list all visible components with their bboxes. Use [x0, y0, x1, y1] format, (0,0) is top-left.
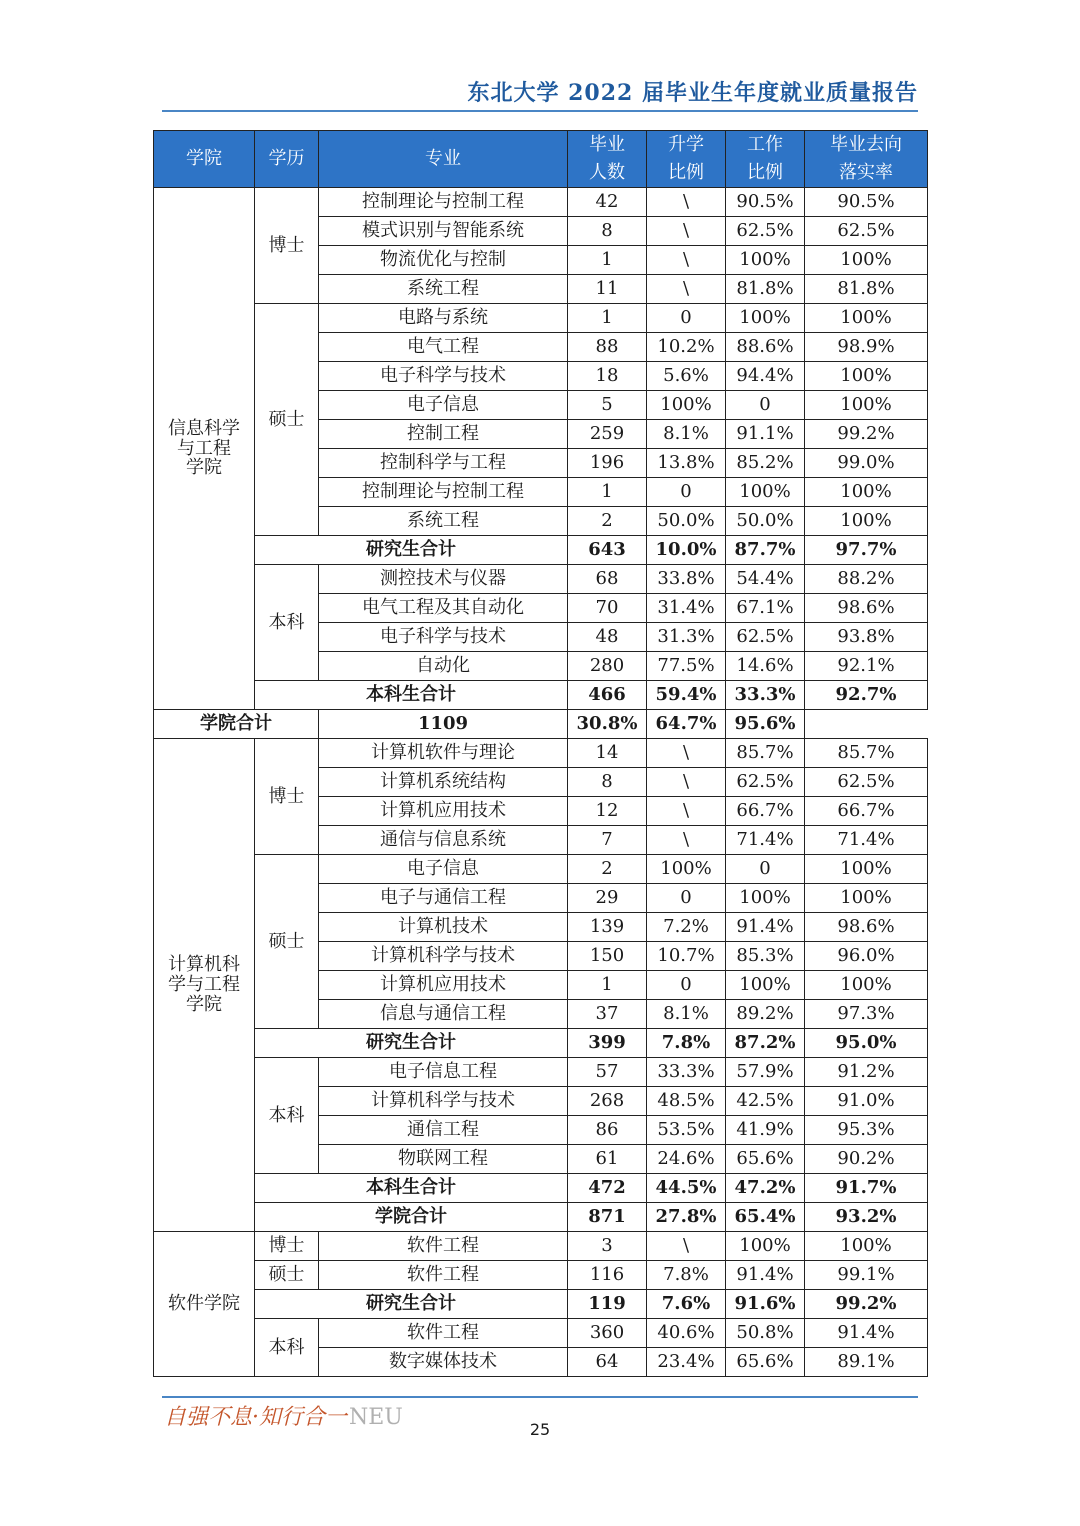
major-cell: 自动化: [319, 652, 568, 681]
further-study-cell: \: [647, 246, 726, 275]
major-cell: 软件工程: [319, 1232, 568, 1261]
further-study-cell: 48.5%: [647, 1087, 726, 1116]
work-cell: 62.5%: [726, 217, 805, 246]
count-cell: 8: [568, 217, 647, 246]
col-header-degree: 学历: [255, 131, 319, 188]
further-study-cell: \: [647, 768, 726, 797]
subtotal-row: [154, 710, 928, 739]
degree-cell: 硕士: [255, 1261, 319, 1290]
placement-rate-cell: 99.2%: [805, 420, 928, 449]
placement-rate-cell: 90.5%: [805, 188, 928, 217]
placement-rate-cell: 90.2%: [805, 1145, 928, 1174]
major-cell: 系统工程: [319, 275, 568, 304]
neu-logo-text: NEU: [349, 1405, 403, 1430]
college-cell: 软件学院: [154, 1232, 255, 1377]
work-cell: 0: [726, 391, 805, 420]
table-row: [154, 1058, 928, 1087]
table-row: [154, 304, 928, 333]
further-study-cell: 24.6%: [647, 1145, 726, 1174]
placement-rate-cell: 100%: [805, 1232, 928, 1261]
subtotal-label: 研究生合计: [255, 1029, 568, 1058]
major-cell: 计算机科学与技术: [319, 942, 568, 971]
major-cell: 软件工程: [319, 1261, 568, 1290]
count-cell: 139: [568, 913, 647, 942]
major-cell: 电子信息: [319, 391, 568, 420]
subtotal-label: 学院合计: [255, 1203, 568, 1232]
further-study-cell: 100%: [647, 391, 726, 420]
work-cell: 54.4%: [726, 565, 805, 594]
subtotal-label: 学院合计: [154, 710, 319, 739]
placement-rate-cell: 100%: [805, 362, 928, 391]
degree-cell: 硕士: [255, 304, 319, 536]
major-cell: 电子信息工程: [319, 1058, 568, 1087]
work-cell: 91.6%: [726, 1290, 805, 1319]
placement-rate-cell: 91.7%: [805, 1174, 928, 1203]
count-cell: 119: [568, 1290, 647, 1319]
work-cell: 47.2%: [726, 1174, 805, 1203]
placement-rate-cell: 88.2%: [805, 565, 928, 594]
placement-rate-cell: 100%: [805, 971, 928, 1000]
count-cell: 259: [568, 420, 647, 449]
major-cell: 通信与信息系统: [319, 826, 568, 855]
table-row: [154, 1261, 928, 1290]
placement-rate-cell: 98.9%: [805, 333, 928, 362]
subtotal-label: 本科生合计: [255, 1174, 568, 1203]
work-cell: 100%: [726, 246, 805, 275]
subtotal-row: [154, 681, 928, 710]
further-study-cell: 7.8%: [647, 1261, 726, 1290]
placement-rate-cell: 62.5%: [805, 768, 928, 797]
count-cell: 7: [568, 826, 647, 855]
further-study-cell: 30.8%: [568, 710, 647, 739]
major-cell: 计算机科学与技术: [319, 1087, 568, 1116]
table-row: [154, 1232, 928, 1261]
further-study-cell: 53.5%: [647, 1116, 726, 1145]
work-cell: 87.7%: [726, 536, 805, 565]
degree-cell: 硕士: [255, 855, 319, 1029]
count-cell: 3: [568, 1232, 647, 1261]
subtotal-row: [154, 1290, 928, 1319]
count-cell: 116: [568, 1261, 647, 1290]
count-cell: 268: [568, 1087, 647, 1116]
placement-rate-cell: 81.8%: [805, 275, 928, 304]
placement-rate-cell: 91.4%: [805, 1319, 928, 1348]
work-cell: 88.6%: [726, 333, 805, 362]
count-cell: 1: [568, 971, 647, 1000]
footer-divider: [162, 1396, 918, 1398]
work-cell: 100%: [726, 884, 805, 913]
work-cell: 89.2%: [726, 1000, 805, 1029]
placement-rate-cell: 95.0%: [805, 1029, 928, 1058]
placement-rate-cell: 99.1%: [805, 1261, 928, 1290]
count-cell: 70: [568, 594, 647, 623]
placement-rate-cell: 97.7%: [805, 536, 928, 565]
major-cell: 测控技术与仪器: [319, 565, 568, 594]
further-study-cell: \: [647, 739, 726, 768]
count-cell: 18: [568, 362, 647, 391]
count-cell: 196: [568, 449, 647, 478]
subtotal-label: 研究生合计: [255, 536, 568, 565]
count-cell: 88: [568, 333, 647, 362]
placement-rate-cell: 62.5%: [805, 217, 928, 246]
work-cell: 67.1%: [726, 594, 805, 623]
major-cell: 电子信息: [319, 855, 568, 884]
major-cell: 计算机系统结构: [319, 768, 568, 797]
work-cell: 14.6%: [726, 652, 805, 681]
placement-rate-cell: 66.7%: [805, 797, 928, 826]
further-study-cell: 10.2%: [647, 333, 726, 362]
count-cell: 42: [568, 188, 647, 217]
further-study-cell: \: [647, 275, 726, 304]
college-cell: 信息科学 与工程 学院: [154, 188, 255, 710]
table-row: [154, 188, 928, 217]
placement-rate-cell: 96.0%: [805, 942, 928, 971]
further-study-cell: 0: [647, 478, 726, 507]
work-cell: 66.7%: [726, 797, 805, 826]
major-cell: 物流优化与控制: [319, 246, 568, 275]
major-cell: 控制工程: [319, 420, 568, 449]
further-study-cell: 5.6%: [647, 362, 726, 391]
major-cell: 信息与通信工程: [319, 1000, 568, 1029]
work-cell: 33.3%: [726, 681, 805, 710]
further-study-cell: 7.6%: [647, 1290, 726, 1319]
further-study-cell: 100%: [647, 855, 726, 884]
work-cell: 91.1%: [726, 420, 805, 449]
work-cell: 71.4%: [726, 826, 805, 855]
work-cell: 81.8%: [726, 275, 805, 304]
header-divider: [162, 110, 918, 112]
work-cell: 94.4%: [726, 362, 805, 391]
table-body: [154, 188, 928, 1377]
col-header-further-study: 升学 比例: [647, 131, 726, 188]
count-cell: 466: [568, 681, 647, 710]
placement-rate-cell: 100%: [805, 478, 928, 507]
col-header-work: 工作 比例: [726, 131, 805, 188]
count-cell: 29: [568, 884, 647, 913]
major-cell: 控制科学与工程: [319, 449, 568, 478]
further-study-cell: 44.5%: [647, 1174, 726, 1203]
placement-rate-cell: 92.1%: [805, 652, 928, 681]
degree-cell: 本科: [255, 1319, 319, 1377]
work-cell: 57.9%: [726, 1058, 805, 1087]
count-cell: 1109: [319, 710, 568, 739]
count-cell: 5: [568, 391, 647, 420]
table-row: [154, 1319, 928, 1348]
further-study-cell: 50.0%: [647, 507, 726, 536]
table-row: [154, 855, 928, 884]
further-study-cell: 31.3%: [647, 623, 726, 652]
col-header-count: 毕业 人数: [568, 131, 647, 188]
count-cell: 2: [568, 507, 647, 536]
placement-rate-cell: 99.2%: [805, 1290, 928, 1319]
placement-rate-cell: 71.4%: [805, 826, 928, 855]
work-cell: 62.5%: [726, 623, 805, 652]
placement-rate-cell: 91.0%: [805, 1087, 928, 1116]
work-cell: 91.4%: [726, 1261, 805, 1290]
col-header-placement-rate: 毕业去向 落实率: [805, 131, 928, 188]
count-cell: 150: [568, 942, 647, 971]
major-cell: 物联网工程: [319, 1145, 568, 1174]
further-study-cell: \: [647, 1232, 726, 1261]
count-cell: 68: [568, 565, 647, 594]
further-study-cell: 10.0%: [647, 536, 726, 565]
count-cell: 61: [568, 1145, 647, 1174]
placement-rate-cell: 89.1%: [805, 1348, 928, 1377]
subtotal-row: [154, 1174, 928, 1203]
major-cell: 电气工程及其自动化: [319, 594, 568, 623]
degree-cell: 博士: [255, 188, 319, 304]
work-cell: 100%: [726, 478, 805, 507]
major-cell: 计算机应用技术: [319, 971, 568, 1000]
work-cell: 64.7%: [647, 710, 726, 739]
table-row: [154, 565, 928, 594]
major-cell: 计算机应用技术: [319, 797, 568, 826]
major-cell: 电子科学与技术: [319, 362, 568, 391]
work-cell: 85.2%: [726, 449, 805, 478]
placement-rate-cell: 98.6%: [805, 594, 928, 623]
placement-rate-cell: 100%: [805, 855, 928, 884]
count-cell: 871: [568, 1203, 647, 1232]
count-cell: 2: [568, 855, 647, 884]
subtotal-row: [154, 1029, 928, 1058]
work-cell: 50.8%: [726, 1319, 805, 1348]
further-study-cell: 27.8%: [647, 1203, 726, 1232]
work-cell: 100%: [726, 304, 805, 333]
placement-rate-cell: 95.6%: [726, 710, 805, 739]
placement-rate-cell: 100%: [805, 884, 928, 913]
count-cell: 12: [568, 797, 647, 826]
further-study-cell: 31.4%: [647, 594, 726, 623]
major-cell: 系统工程: [319, 507, 568, 536]
further-study-cell: \: [647, 188, 726, 217]
further-study-cell: \: [647, 217, 726, 246]
work-cell: 65.6%: [726, 1348, 805, 1377]
count-cell: 472: [568, 1174, 647, 1203]
count-cell: 64: [568, 1348, 647, 1377]
work-cell: 90.5%: [726, 188, 805, 217]
work-cell: 0: [726, 855, 805, 884]
degree-cell: 博士: [255, 1232, 319, 1261]
further-study-cell: 7.2%: [647, 913, 726, 942]
major-cell: 电子科学与技术: [319, 623, 568, 652]
work-cell: 100%: [726, 971, 805, 1000]
major-cell: 计算机技术: [319, 913, 568, 942]
placement-rate-cell: 100%: [805, 507, 928, 536]
further-study-cell: 23.4%: [647, 1348, 726, 1377]
further-study-cell: 0: [647, 304, 726, 333]
subtotal-label: 本科生合计: [255, 681, 568, 710]
table-header-row: [154, 131, 928, 188]
further-study-cell: 40.6%: [647, 1319, 726, 1348]
count-cell: 643: [568, 536, 647, 565]
placement-rate-cell: 95.3%: [805, 1116, 928, 1145]
further-study-cell: 7.8%: [647, 1029, 726, 1058]
further-study-cell: 0: [647, 884, 726, 913]
count-cell: 48: [568, 623, 647, 652]
further-study-cell: \: [647, 797, 726, 826]
major-cell: 计算机软件与理论: [319, 739, 568, 768]
major-cell: 模式识别与智能系统: [319, 217, 568, 246]
count-cell: 57: [568, 1058, 647, 1087]
count-cell: 1: [568, 304, 647, 333]
placement-rate-cell: 99.0%: [805, 449, 928, 478]
work-cell: 87.2%: [726, 1029, 805, 1058]
further-study-cell: 0: [647, 971, 726, 1000]
placement-rate-cell: 100%: [805, 391, 928, 420]
further-study-cell: 10.7%: [647, 942, 726, 971]
motto-text: 自强不息·知行合一: [164, 1405, 347, 1430]
work-cell: 62.5%: [726, 768, 805, 797]
count-cell: 280: [568, 652, 647, 681]
work-cell: 100%: [726, 1232, 805, 1261]
major-cell: 电子与通信工程: [319, 884, 568, 913]
degree-cell: 博士: [255, 739, 319, 855]
further-study-cell: 8.1%: [647, 420, 726, 449]
subtotal-label: 研究生合计: [255, 1290, 568, 1319]
count-cell: 360: [568, 1319, 647, 1348]
placement-rate-cell: 100%: [805, 246, 928, 275]
major-cell: 通信工程: [319, 1116, 568, 1145]
college-cell: 计算机科 学与工程 学院: [154, 739, 255, 1232]
placement-rate-cell: 85.7%: [805, 739, 928, 768]
page-number: 25: [529, 1420, 551, 1439]
work-cell: 65.6%: [726, 1145, 805, 1174]
count-cell: 8: [568, 768, 647, 797]
placement-rate-cell: 93.2%: [805, 1203, 928, 1232]
work-cell: 91.4%: [726, 913, 805, 942]
count-cell: 399: [568, 1029, 647, 1058]
placement-rate-cell: 98.6%: [805, 913, 928, 942]
work-cell: 41.9%: [726, 1116, 805, 1145]
placement-rate-cell: 97.3%: [805, 1000, 928, 1029]
placement-rate-cell: 91.2%: [805, 1058, 928, 1087]
count-cell: 1: [568, 478, 647, 507]
col-header-college: 学院: [154, 131, 255, 188]
major-cell: 电路与系统: [319, 304, 568, 333]
work-cell: 85.7%: [726, 739, 805, 768]
major-cell: 控制理论与控制工程: [319, 478, 568, 507]
count-cell: 14: [568, 739, 647, 768]
further-study-cell: 59.4%: [647, 681, 726, 710]
further-study-cell: 8.1%: [647, 1000, 726, 1029]
work-cell: 42.5%: [726, 1087, 805, 1116]
employment-table: [153, 130, 928, 1377]
major-cell: 数字媒体技术: [319, 1348, 568, 1377]
count-cell: 86: [568, 1116, 647, 1145]
further-study-cell: 77.5%: [647, 652, 726, 681]
placement-rate-cell: 100%: [805, 304, 928, 333]
further-study-cell: \: [647, 826, 726, 855]
further-study-cell: 13.8%: [647, 449, 726, 478]
work-cell: 85.3%: [726, 942, 805, 971]
major-cell: 控制理论与控制工程: [319, 188, 568, 217]
major-cell: 电气工程: [319, 333, 568, 362]
count-cell: 1: [568, 246, 647, 275]
work-cell: 50.0%: [726, 507, 805, 536]
further-study-cell: 33.3%: [647, 1058, 726, 1087]
count-cell: 37: [568, 1000, 647, 1029]
count-cell: 11: [568, 275, 647, 304]
report-title: 东北大学 2022 届毕业生年度就业质量报告: [467, 80, 918, 106]
degree-cell: 本科: [255, 565, 319, 681]
further-study-cell: 33.8%: [647, 565, 726, 594]
subtotal-row: [154, 1203, 928, 1232]
placement-rate-cell: 93.8%: [805, 623, 928, 652]
work-cell: 65.4%: [726, 1203, 805, 1232]
subtotal-row: [154, 536, 928, 565]
col-header-major: 专业: [319, 131, 568, 188]
major-cell: 软件工程: [319, 1319, 568, 1348]
placement-rate-cell: 92.7%: [805, 681, 928, 710]
table-row: [154, 739, 928, 768]
degree-cell: 本科: [255, 1058, 319, 1174]
